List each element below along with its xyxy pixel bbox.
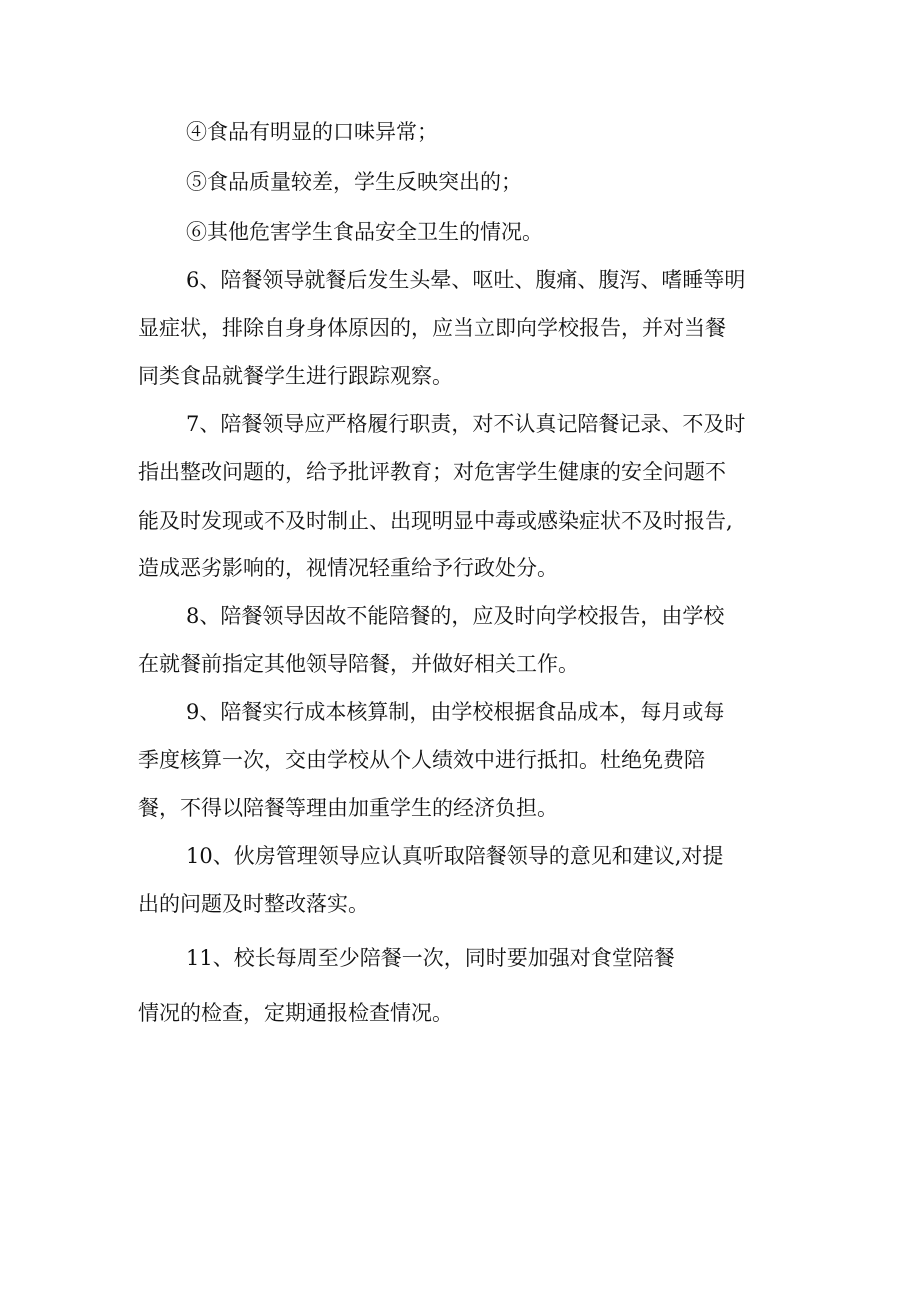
clause-6-line-2: 显症状，排除自身身体原因的，应当立即向学校报告，并对当餐 bbox=[138, 316, 726, 340]
clause-7-line-3: 能及时发现或不及时制止、出现明显中毒或感染症状不及时报告, bbox=[138, 509, 733, 533]
clause-10-line-2: 出的问题及时整改落实。 bbox=[138, 892, 369, 916]
clause-9-line-2: 季度核算一次，交由学校从个人绩效中进行抵扣。杜绝免费陪 bbox=[138, 748, 705, 772]
clause-8-line-1: 8、陪餐领导因故不能陪餐的，应及时向学校报告，由学校 bbox=[186, 604, 725, 628]
clause-6-line-3: 同类食品就餐学生进行跟踪观察。 bbox=[138, 364, 453, 388]
list-item-6-other-hazards: ⑥其他危害学生食品安全卫生的情况。 bbox=[186, 220, 543, 244]
clause-7-line-2: 指出整改问题的，给予批评教育；对危害学生健康的安全问题不 bbox=[138, 460, 726, 484]
clause-11-line-1: 11、校长每周至少陪餐一次，同时要加强对食堂陪餐 bbox=[186, 946, 675, 970]
clause-8-line-2: 在就餐前指定其他领导陪餐，并做好相关工作。 bbox=[138, 652, 579, 676]
clause-7-line-1: 7、陪餐领导应严格履行职责，对不认真记陪餐记录、不及时 bbox=[186, 412, 746, 436]
clause-11-line-2: 情况的检查，定期通报检查情况。 bbox=[138, 1001, 453, 1025]
clause-10-line-1: 10、伙房管理领导应认真听取陪餐领导的意见和建议,对提 bbox=[186, 844, 724, 868]
list-item-5-food-quality: ⑤食品质量较差，学生反映突出的； bbox=[186, 170, 522, 194]
clause-9-line-1: 9、陪餐实行成本核算制，由学校根据食品成本，每月或每 bbox=[186, 700, 725, 724]
list-item-4-food-taste: ④食品有明显的口味异常； bbox=[186, 120, 438, 144]
clause-6-line-1: 6、陪餐领导就餐后发生头晕、呕吐、腹痛、腹泻、嗜睡等明 bbox=[186, 268, 746, 292]
clause-7-line-4: 造成恶劣影响的，视情况轻重给予行政处分。 bbox=[138, 556, 558, 580]
clause-9-line-3: 餐，不得以陪餐等理由加重学生的经济负担。 bbox=[138, 796, 558, 820]
